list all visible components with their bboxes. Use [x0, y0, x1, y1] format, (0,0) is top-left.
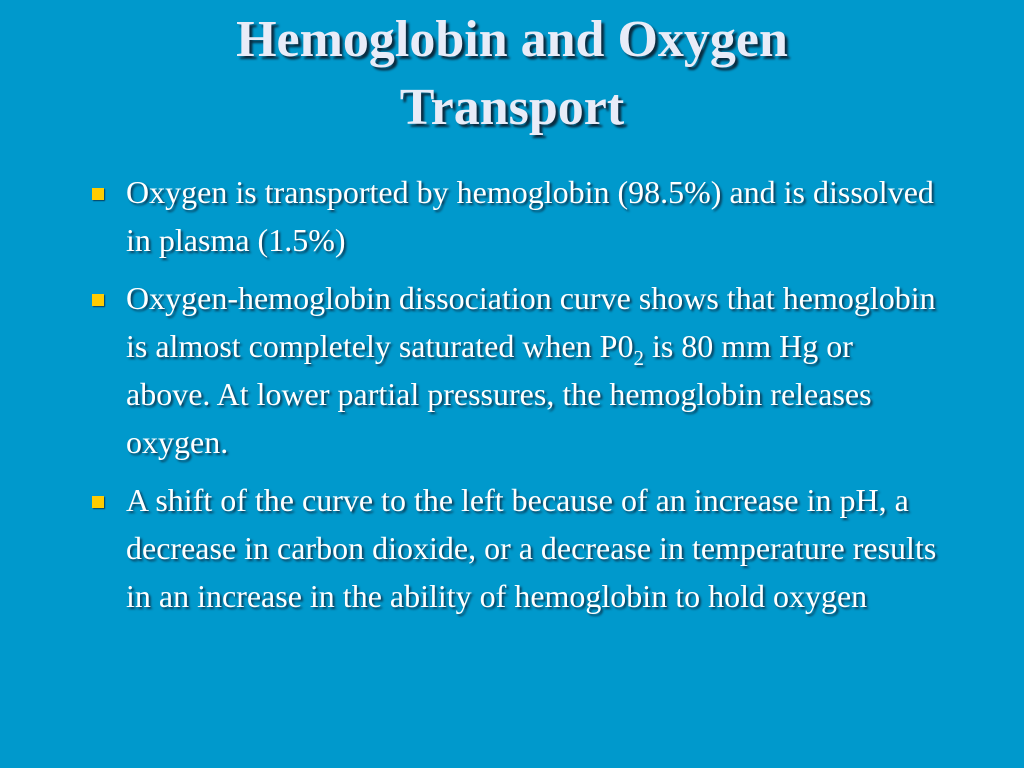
bullet-text-part-2: is 80 mm Hg or above. At lower partial pressures, the hemoglobin releases oxygen. — [126, 328, 872, 460]
square-bullet-icon — [92, 496, 104, 508]
subscript-2: 2 — [633, 346, 644, 370]
square-bullet-icon — [92, 188, 104, 200]
slide-title — [60, 6, 964, 142]
bullet-text: Oxygen is transported by hemoglobin (98.5%) and is dissolved in plasma (1.5%) — [126, 174, 934, 258]
slide-title-line-1: Hemoglobin and Oxygen — [236, 11, 788, 68]
square-bullet-icon — [92, 294, 104, 306]
bullet-text: A shift of the curve to the left because of an increase in pH, a decrease in carbon dioxide, or a decrease in temperature results in an increase in the ability of hemoglobin to hold oxygen — [126, 482, 937, 614]
bullet-item-curve-shift — [88, 476, 938, 620]
bullet-item-dissociation-curve — [88, 274, 938, 466]
bullet-item-oxygen-transport — [88, 168, 938, 264]
slide-title-line-2: Transport — [399, 79, 625, 136]
bullet-text-part-1: Oxygen-hemoglobin dissociation curve shows that hemoglobin is almost completely saturated when P0 — [126, 280, 936, 364]
bullet-list — [88, 168, 938, 630]
